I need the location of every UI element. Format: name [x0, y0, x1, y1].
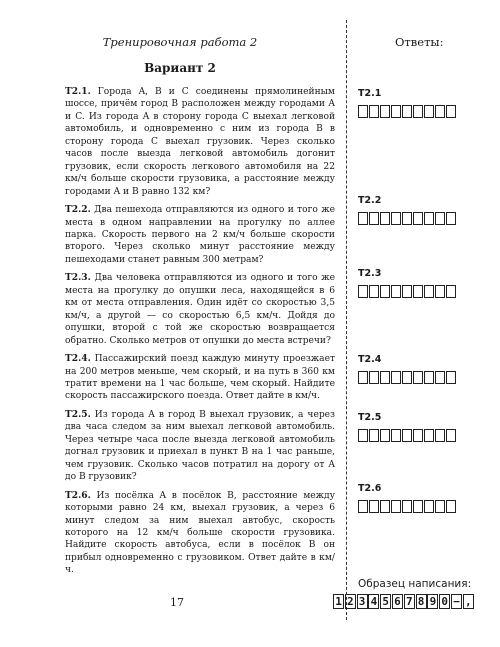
task-item: [65, 409, 335, 484]
sample-char: 1: [333, 594, 344, 609]
answer-cells[interactable]: [358, 371, 457, 384]
answer-box: [358, 195, 457, 225]
sample-char: 7: [404, 594, 415, 609]
answer-box: [358, 268, 457, 298]
answer-cells[interactable]: [358, 500, 457, 513]
task-item: [65, 490, 335, 577]
sample-cells: [333, 594, 475, 609]
task-number: T2.4.: [65, 353, 91, 365]
answer-cells[interactable]: [358, 429, 457, 442]
answer-box: [358, 354, 457, 384]
answer-box: [358, 483, 457, 513]
task-number: T2.1.: [65, 86, 91, 97]
task-item: [65, 353, 335, 403]
task-number: T2.2.: [65, 204, 91, 216]
task-text: Из города A в город B выехал грузовик, а через два часа следом за ним выехал легковой автомобиль. Через четыре часа после выезда легковой автомобиль догнал грузовик и приехал в пункт B на 1 час раньше, чем грузовик. Сколько часов потратил на дорогу от A до B грузовик?: [65, 409, 335, 483]
sample-char: 4: [368, 594, 379, 609]
sample-char: 5: [380, 594, 391, 609]
task-text: Из посёлка A в посёлок B, расстояние между которыми равно 24 км, выехал грузовик, а через 6 минут следом за ним выехал автобус, скорость которого на 12 км/ч больше скорости грузовика. Найдите скорость автобуса, если в посёлок B он прибыл одновременно с грузовиком. Ответ дайте в км/ч.: [65, 490, 335, 576]
task-text: Два пешехода отправляются из одного и того же места в одном направлении на прогулку по аллее парка. Скорость первого на 2 км/ч больше скорости второго. Через сколько минут расстояние между пешеходами станет равным 300 метрам?: [65, 205, 335, 265]
task-number: T2.6.: [65, 489, 91, 501]
work-title: Тренировочная работа 2: [102, 35, 258, 49]
answer-label: T2.6: [358, 483, 382, 494]
answer-cells[interactable]: [358, 285, 457, 298]
task-number: T2.5.: [65, 408, 91, 420]
task-text: Два человека отправляются из одного и того же места на прогулку до опушки леса, находящейся в 6 км от места отправления. Один идёт со скоростью 3,5 км/ч, а другой — со скоростью 6,5 км/ч. Дойдя до опушки, второй с той же скоростью возвращается обратно. Сколько метров от опушки до места встречи?: [65, 273, 335, 346]
task-item: [65, 204, 335, 266]
variant-title: Вариант 2: [144, 61, 216, 75]
answer-label: T2.1: [358, 88, 382, 99]
sample-char: 9: [427, 594, 438, 609]
answer-box: [358, 412, 457, 442]
task-text: Пассажирский поезд каждую минуту проезжает на 200 метров меньше, чем скорый, и на путь в 360 км тратит времени на 1 час больше, чем скорый. Найдите скорость пассажирского поезда. Ответ дайте в км/ч.: [65, 354, 335, 402]
sample-char: −: [451, 594, 462, 609]
sample-char: 3: [357, 594, 368, 609]
answer-label: T2.2: [358, 195, 382, 206]
sample-char: 6: [392, 594, 403, 609]
task-text: Города A, B и C соединены прямолинейным шоссе, причём город B расположен между городами A и C. Из города A в сторону города C выехал легковой автомобиль, и одновременно с ним из города B в сторону города C выехал грузовик. Через сколько часов после выезда легковой автомобиль догонит грузовик, если скорость легкового автомобиля на 22 км/ч больше скорости грузовика, а расстояние между городами A и B равно 132 км?: [65, 87, 335, 197]
task-item: [65, 86, 335, 198]
answer-box: [358, 88, 457, 118]
answer-cells[interactable]: [358, 105, 457, 118]
task-item: [65, 272, 335, 347]
answer-label: T2.4: [358, 354, 382, 365]
sample-char: 2: [345, 594, 356, 609]
answer-label: T2.5: [358, 412, 382, 423]
answer-cells[interactable]: [358, 212, 457, 225]
answers-title: Ответы:: [395, 35, 444, 49]
dashed-divider: [346, 20, 347, 620]
tasks-list: [65, 86, 335, 583]
sample-char: 0: [439, 594, 450, 609]
page-number: 17: [170, 596, 184, 609]
sample-label: Образец написания:: [358, 578, 472, 590]
task-number: T2.3.: [65, 272, 91, 284]
sample-char: 8: [416, 594, 427, 609]
sample-char: ,: [463, 594, 474, 609]
answer-label: T2.3: [358, 268, 382, 279]
